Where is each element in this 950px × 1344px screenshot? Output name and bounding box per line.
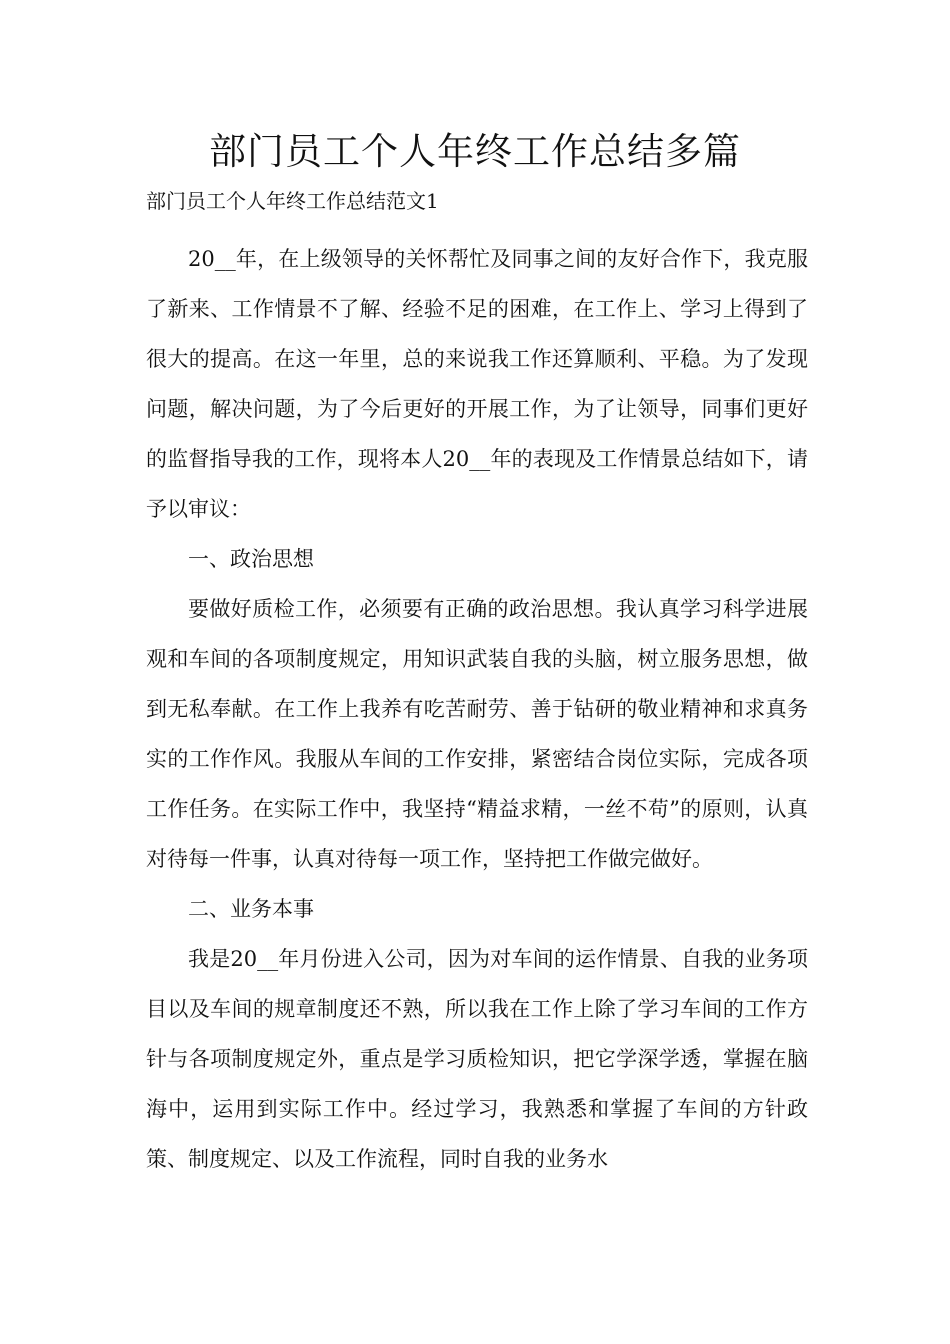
- section-heading-politics: 一、政治思想: [188, 547, 314, 571]
- document-title: 部门员工个人年终工作总结多篇: [209, 130, 741, 173]
- paragraph-intro: 20__年，在上级领导的关怀帮忙及同事之间的友好合作下，我克服了新来、工作情景不了解、经验不足的困难，在工作上、学习上得到了很大的提高。在这一年里，总的来说我工作还算顺利、平稳。为了发现问题，解决问题，为了今后更好的开展工作，为了让领导，同事们更好的监督指导我的工作，现将本人20__年的表现及工作情景总结如下，请予以审议：: [146, 247, 808, 521]
- document-subtitle: 部门员工个人年终工作总结范文1: [146, 189, 439, 213]
- paragraph-politics: 要做好质检工作，必须要有正确的政治思想。我认真学习科学进展观和车间的各项制度规定，用知识武装自我的头脑，树立服务思想，做到无私奉献。在工作上我养有吃苦耐劳、善于钻研的敬业精神和求真务实的工作作风。我服从车间的工作安排，紧密结合岗位实际，完成各项工作任务。在实际工作中，我坚持“精益求精，一丝不苟”的原则，认真对待每一件事，认真对待每一项工作，坚持把工作做完做好。: [146, 597, 808, 871]
- document-body: [146, 234, 808, 1184]
- section-heading-skills: 二、业务本事: [188, 897, 314, 921]
- paragraph-skills: 我是20__年月份进入公司，因为对车间的运作情景、自我的业务项目以及车间的规章制度还不熟，所以我在工作上除了学习车间的工作方针与各项制度规定外，重点是学习质检知识，把它学深学透，掌握在脑海中，运用到实际工作中。经过学习，我熟悉和掌握了车间的方针政策、制度规定、以及工作流程，同时自我的业务水: [146, 947, 808, 1171]
